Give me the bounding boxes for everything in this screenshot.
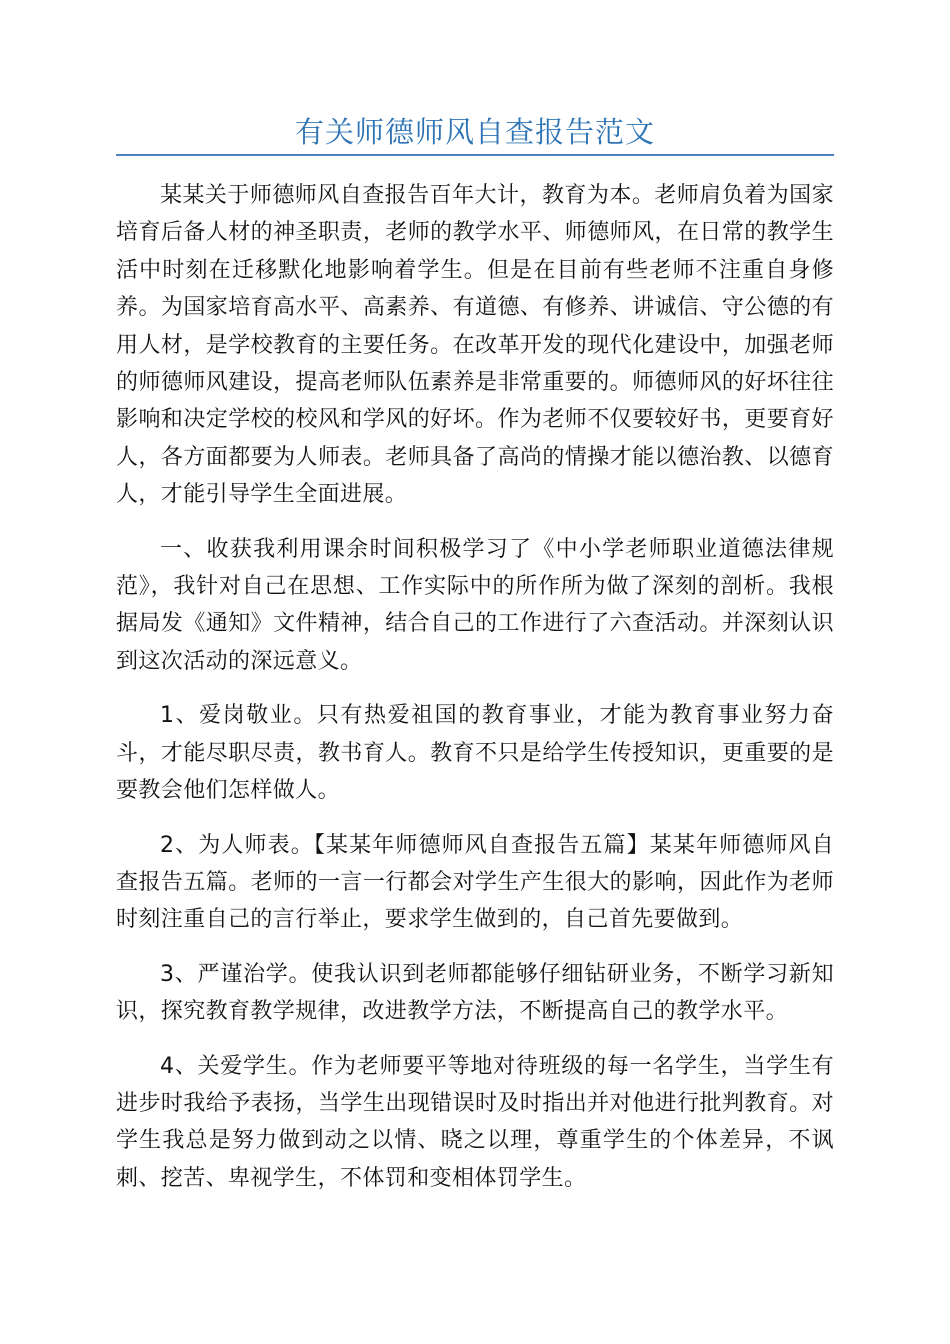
document-body	[116, 177, 834, 1214]
paragraph-section-1: 一、收获我利用课余时间积极学习了《中小学老师职业道德法律规范》，我针对自己在思想、工作实际中的所作所为做了深刻的剖析。我根据局发《通知》文件精神，结合自己的工作进行了六查活动。并深刻认识到这次活动的深远意义。	[116, 536, 834, 674]
paragraph-item-3: 3、严谨治学。使我认识到老师都能够仔细钻研业务，不断学习新知识，探究教育教学规律，改进教学方法，不断提高自己的教学水平。	[116, 961, 834, 1025]
document-title: 有关师德师风自查报告范文	[294, 115, 655, 149]
paragraph-item-4: 4、关爱学生。作为老师要平等地对待班级的每一名学生，当学生有进步时我给予表扬，当学生出现错误时及时指出并对他进行批判教育。对学生我总是努力做到动之以情、晓之以理，尊重学生的个体差异，不讽刺、挖苦、卑视学生，不体罚和变相体罚学生。	[116, 1053, 834, 1191]
paragraph-item-2: 2、为人师表。【某某年师德师风自查报告五篇】某某年师德师风自查报告五篇。老师的一言一行都会对学生产生很大的影响，因此作为老师时刻注重自己的言行举止，要求学生做到的，自己首先要做到。	[116, 832, 834, 933]
title-underline	[116, 154, 834, 156]
paragraph-intro: 某某关于师德师风自查报告百年大计，教育为本。老师肩负着为国家培育后备人材的神圣职责，老师的教学水平、师德师风，在日常的教学生活中时刻在迁移默化地影响着学生。但是在目前有些老师不注重自身修养。为国家培育高水平、高素养、有道德、有修养、讲诚信、守公德的有用人材，是学校教育的主要任务。在改革开发的现代化建设中，加强老师的师德师风建设，提高老师队伍素养是非常重要的。师德师风的好坏往往影响和决定学校的校风和学风的好坏。作为老师不仅要较好书，更要育好人，各方面都要为人师表。老师具备了高尚的情操才能以德治教、以德育人，才能引导学生全面进展。	[116, 183, 834, 508]
paragraph-item-1: 1、爱岗敬业。只有热爱祖国的教育事业，才能为教育事业努力奋斗，才能尽职尽责，教书育人。教育不只是给学生传授知识，更重要的是要教会他们怎样做人。	[116, 703, 834, 804]
